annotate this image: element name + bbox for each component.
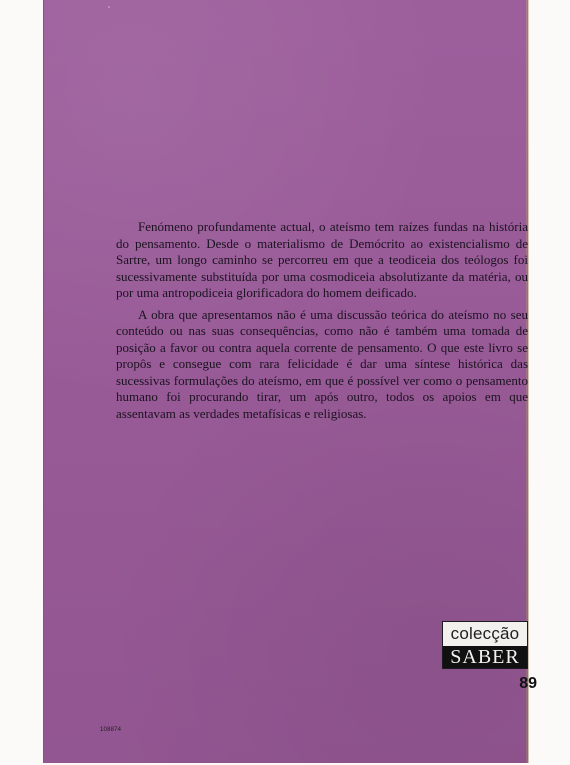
blurb-text — [116, 0, 528, 422]
collection-logo — [442, 621, 528, 669]
cover-speck — [108, 6, 110, 8]
collection-logo-bottom: SABER — [450, 646, 520, 668]
blurb-paragraph-2: A obra que apresentamos não é uma discussão teórica do ateísmo no seu conteúdo ou nas suas consequências, como não é também uma tomada de posição a favor ou contra aquela corrente de pensamento. O que este livro se propôs e consegue com rara felicidade é dar uma síntese histórica das sucessivas formulações do ateísmo, em que é possível ver como o pensamento humano foi procurando tirar, um após outro, todos os apoios em que assentavam as verdades metafísicas e religiosas. — [116, 306, 528, 421]
volume-number: 89 — [519, 675, 537, 692]
catalog-code: 108874 — [100, 727, 122, 733]
book-back-cover — [43, 0, 537, 763]
collection-logo-top: colecção — [443, 622, 527, 646]
blurb-paragraph-1: Fenómeno profundamente actual, o ateísmo tem raízes fundas na história do pensamento. Desde o materialismo de Demócrito ao existencialismo de Sartre, um longo caminho se percorreu em que a teodiceia dos teólogos foi sucessivamente substituída por uma cosmodiceia absolutizante da matéria, ou por uma antropodiceia glorificadora do homem deificado. — [116, 219, 528, 300]
